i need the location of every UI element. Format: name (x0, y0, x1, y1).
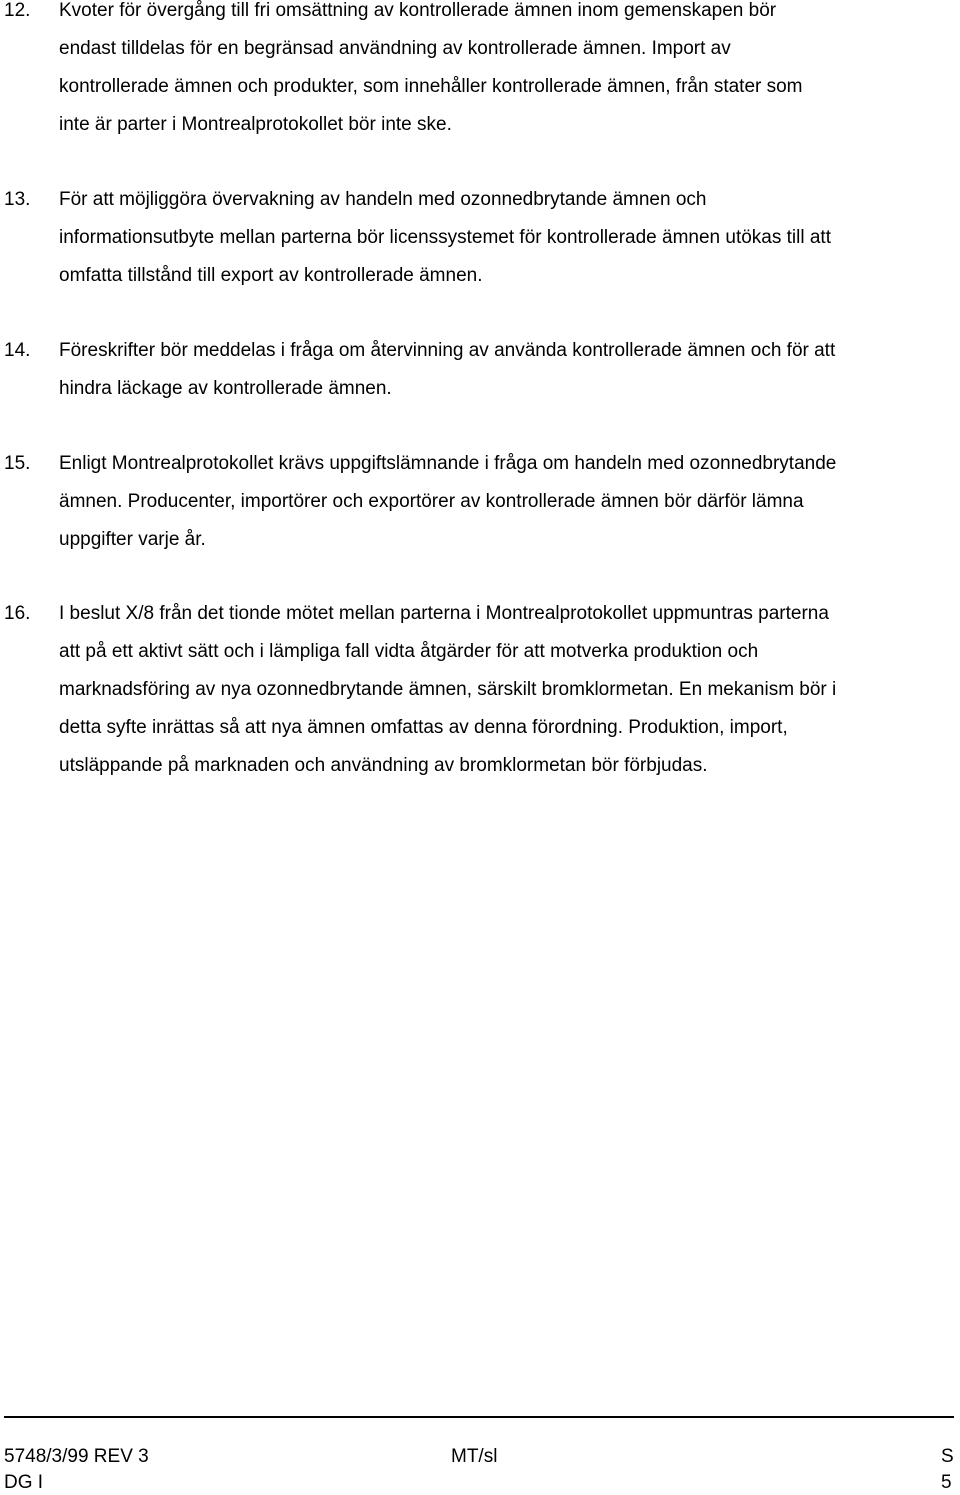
text-line: hindra läckage av kontrollerade ämnen. (59, 378, 392, 399)
text-line: informationsutbyte mellan parterna bör licenssystemet för kontrollerade ämnen utökas till att (59, 227, 831, 248)
footer-document-reference: 5748/3/99 REV 3 (4, 1446, 149, 1467)
paragraph-text (59, 445, 960, 559)
text-line: Enligt Montrealprotokollet krävs uppgiftslämnande i fråga om handeln med ozonnedbrytande (59, 453, 837, 474)
paragraph-number: 13. (4, 189, 31, 210)
footer-language-code: S (941, 1446, 954, 1467)
paragraph-number: 14. (4, 340, 31, 361)
text-line: inte är parter i Montrealprotokollet bör inte ske. (59, 114, 452, 135)
text-line: Föreskrifter bör meddelas i fråga om återvinning av använda kontrollerade ämnen och för att (59, 340, 836, 361)
paragraph-text (59, 0, 960, 144)
text-line: ämnen. Producenter, importörer och exportörer av kontrollerade ämnen bör därför lämna (59, 491, 804, 512)
footer-initials: MT/sl (451, 1446, 498, 1467)
paragraph-text (59, 332, 960, 408)
text-line: omfatta tillstånd till export av kontrollerade ämnen. (59, 265, 483, 286)
paragraph-number: 12. (4, 0, 31, 21)
paragraph-text (59, 181, 960, 295)
text-line: I beslut X/8 från det tionde mötet mellan parterna i Montrealprotokollet uppmuntras parterna (59, 603, 829, 624)
paragraph-text (59, 595, 960, 785)
text-line: endast tilldelas för en begränsad användning av kontrollerade ämnen. Import av (59, 38, 731, 59)
text-line: detta syfte inrättas så att nya ämnen omfattas av denna förordning. Produktion, import, (59, 717, 788, 738)
text-line: För att möjliggöra övervakning av handeln med ozonnedbrytande ämnen och (59, 189, 707, 210)
text-line: utsläppande på marknaden och användning av bromklormetan bör förbjudas. (59, 755, 708, 776)
text-line: marknadsföring av nya ozonnedbrytande ämnen, särskilt bromklormetan. En mekanism bör i (59, 679, 837, 700)
paragraph-number: 15. (4, 453, 31, 474)
text-line: uppgifter varje år. (59, 529, 206, 550)
paragraph-number: 16. (4, 603, 31, 624)
footer-directorate: DG I (4, 1472, 44, 1493)
text-line: att på ett aktivt sätt och i lämpliga fall vidta åtgärder för att motverka produktion och (59, 641, 759, 662)
text-line: kontrollerade ämnen och produkter, som innehåller kontrollerade ämnen, från stater som (59, 76, 803, 97)
footer-divider (4, 1416, 954, 1418)
text-line: Kvoter för övergång till fri omsättning av kontrollerade ämnen inom gemenskapen bör (59, 0, 777, 21)
footer-page-number: 5 (941, 1472, 952, 1493)
